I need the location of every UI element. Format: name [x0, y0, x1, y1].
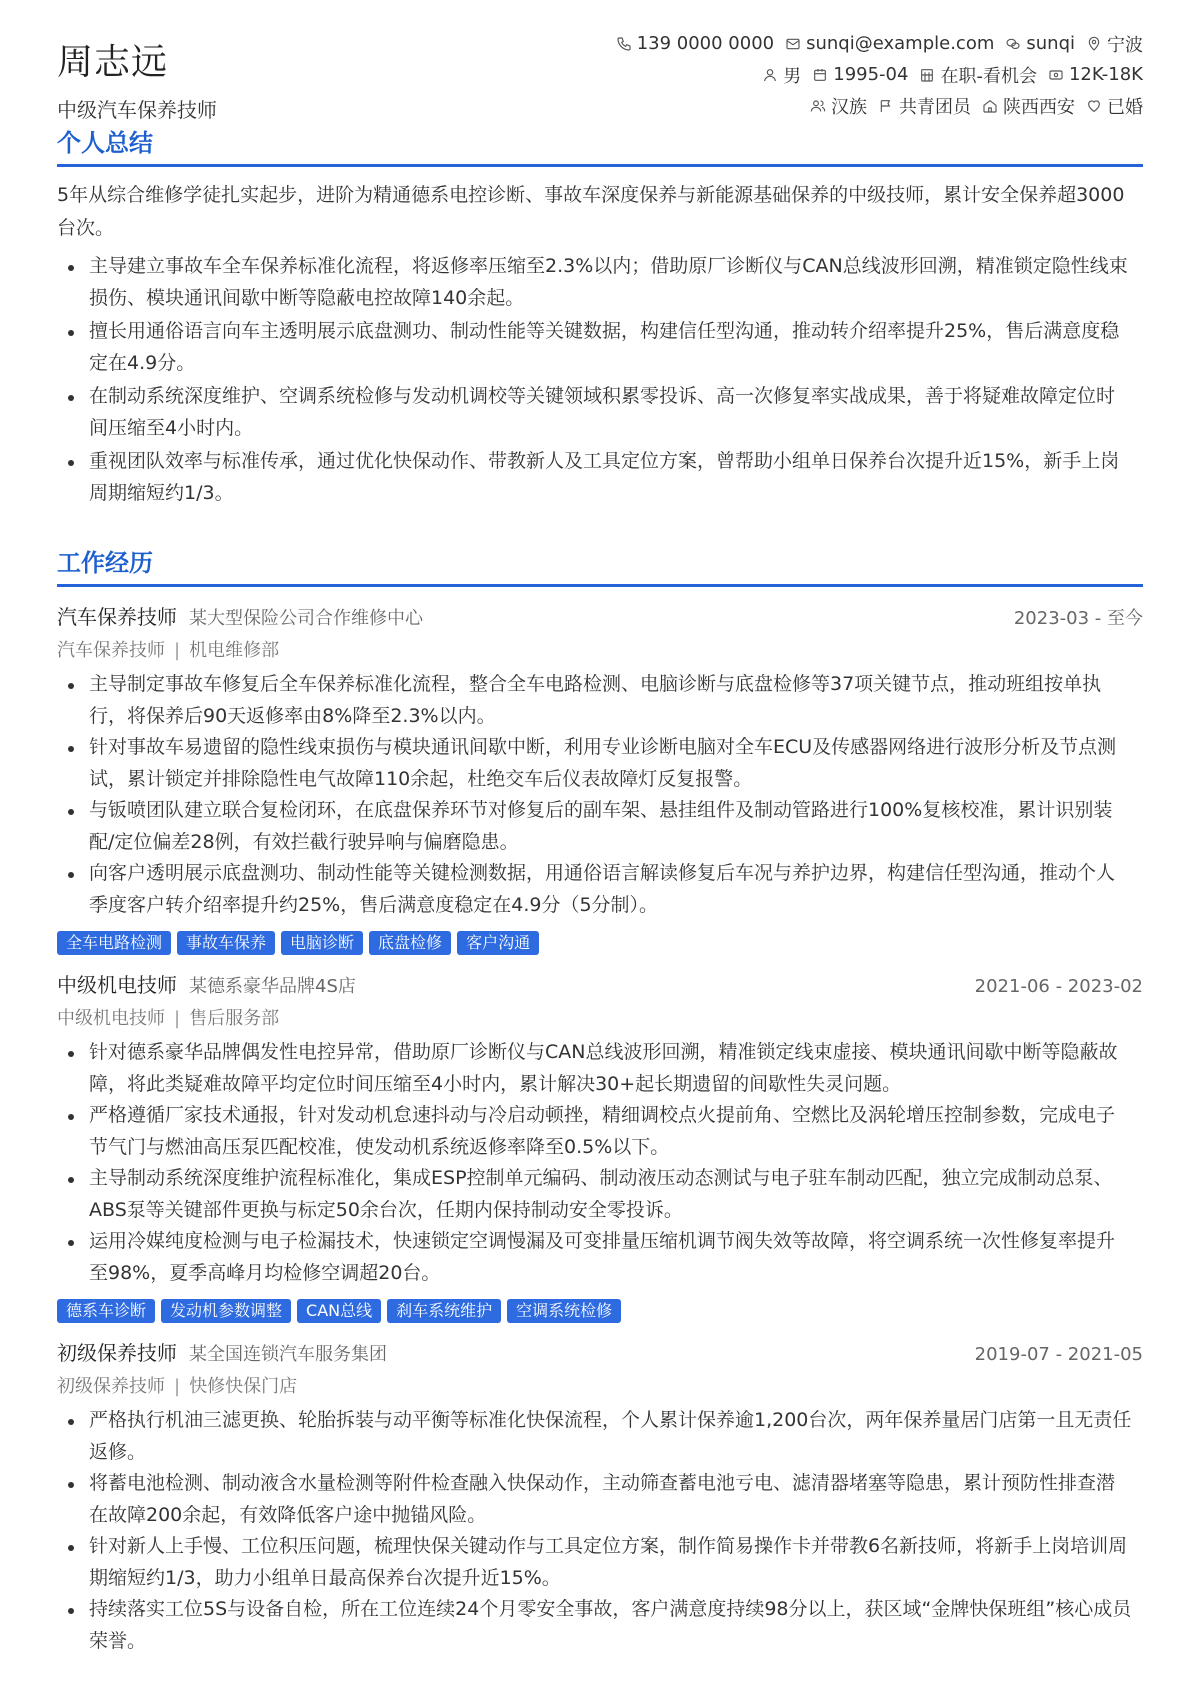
hometown-text: 陕西西安	[1003, 96, 1075, 118]
job-date: 2019-07 - 2021-05	[974, 1344, 1143, 1365]
job-subtitle	[57, 1001, 1143, 1037]
job-role: 初级保养技师	[57, 1341, 177, 1365]
job-date: 2021-06 - 2023-02	[974, 976, 1143, 997]
job-entry	[57, 601, 1143, 955]
phone-item	[616, 33, 774, 54]
wechat-item	[1005, 33, 1075, 54]
list-item: 运用冷媒纯度检测与电子检漏技术，快速锁定空调慢漏及可变排量压缩机调节阀失效等故障，将空调系统一次性修复率提升至98%，夏季高峰月均检修空调超20台。	[89, 1226, 1143, 1289]
money-icon	[1048, 67, 1064, 83]
contact-line-1	[503, 28, 1143, 59]
skill-tag: 电脑诊断	[281, 931, 363, 955]
list-item: 针对新人上手慢、工位积压问题，梳理快保关键动作与工具定位方案，制作简易操作卡并带教6名新技师，将新手上岗培训周期缩短约1/3，助力小组单日最高保养台次提升近15%。	[89, 1531, 1143, 1594]
list-item: 向客户透明展示底盘测功、制动性能等关键检测数据，用通俗语言解读修复后车况与养护边界，构建信任型沟通，推动个人季度客户转介绍率提升约25%，售后满意度稳定在4.9分（5分制）。	[89, 858, 1143, 921]
gender-item	[762, 62, 801, 88]
job-company: 某德系豪华品牌4S店	[189, 976, 356, 997]
separator: |	[174, 1008, 181, 1029]
ethnicity-text: 汉族	[831, 96, 867, 118]
summary-section	[57, 123, 1143, 509]
list-item: 针对德系豪华品牌偶发性电控异常，借助原厂诊断仪与CAN总线波形回溯，精准锁定线束虚接、模块通讯间歇中断等隐蔽故障，将此类疑难故障平均定位时间压缩至4小时内，累计解决30+起长期遗留的间歇性失灵问题。	[89, 1037, 1143, 1100]
mail-icon	[785, 36, 801, 52]
job-position: 汽车保养技师	[57, 640, 165, 661]
contact-info	[503, 28, 1143, 121]
summary-intro: 5年从综合维修学徒扎实起步，进阶为精通德系电控诊断、事故车深度保养与新能源基础保养的中级技师，累计安全保养超3000台次。	[57, 184, 1125, 239]
skill-tag: 发动机参数调整	[161, 1299, 291, 1323]
political-item	[878, 93, 971, 119]
job-subtitle	[57, 633, 1143, 669]
job-department: 售后服务部	[189, 1008, 280, 1029]
job-position: 初级保养技师	[57, 1376, 165, 1397]
summary-section-title: 个人总结	[57, 123, 1143, 167]
hometown-item	[982, 93, 1075, 119]
job-position: 中级机电技师	[57, 1008, 165, 1029]
group-icon	[810, 98, 826, 114]
salary-text: 12K-18K	[1068, 64, 1143, 85]
job-date: 2023-03 - 至今	[1013, 608, 1143, 629]
candidate-job-title: 中级汽车保养技师	[57, 98, 217, 122]
contact-line-2	[503, 59, 1143, 90]
flag-icon	[878, 98, 894, 114]
list-item: 针对事故车易遗留的隐性线束损伤与模块通讯间歇中断，利用专业诊断电脑对全车ECU及传感器网络进行波形分析及节点测试，累计锁定并排除隐性电气故障110余起，杜绝交车后仪表故障灯反复报警。	[89, 732, 1143, 795]
skill-tags	[57, 1299, 1143, 1323]
skill-tag: CAN总线	[297, 1299, 381, 1323]
birth-text: 1995-04	[833, 64, 909, 85]
phone-icon	[616, 36, 632, 52]
marital-text: 已婚	[1107, 96, 1143, 118]
list-item: 主导制动系统深度维护流程标准化，集成ESP控制单元编码、制动液压动态测试与电子驻车制动匹配，独立完成制动总泵、ABS泵等关键部件更换与标定50余台次，任期内保持制动安全零投诉。	[89, 1163, 1143, 1226]
marital-item	[1086, 93, 1143, 119]
wechat-icon	[1005, 36, 1021, 52]
list-item: 将蓄电池检测、制动液含水量检测等附件检查融入快保动作，主动筛查蓄电池亏电、滤清器堵塞等隐患，累计预防性排查潜在故障200余起，有效降低客户途中抛锚风险。	[89, 1468, 1143, 1531]
job-department: 机电维修部	[189, 640, 280, 661]
email-item	[785, 33, 994, 54]
ethnicity-item	[810, 93, 867, 119]
skill-tag: 空调系统检修	[507, 1299, 621, 1323]
job-header	[57, 969, 1143, 1001]
skill-tag: 底盘检修	[369, 931, 451, 955]
job-company: 某全国连锁汽车服务集团	[189, 1344, 387, 1365]
list-item: 严格遵循厂家技术通报，针对发动机怠速抖动与冷启动顿挫，精细调校点火提前角、空燃比及涡轮增压控制参数，完成电子节气门与燃油高压泵匹配校准，使发动机系统返修率降至0.5%以下。	[89, 1100, 1143, 1163]
job-subtitle	[57, 1369, 1143, 1405]
political-text: 共青团员	[899, 96, 971, 118]
calendar-icon	[812, 67, 828, 83]
contact-line-3	[503, 90, 1143, 121]
candidate-name: 周志远	[57, 42, 169, 83]
job-entry	[57, 1337, 1143, 1657]
job-bullets	[57, 1037, 1143, 1289]
home-icon	[982, 98, 998, 114]
skill-tag: 刹车系统维护	[387, 1299, 501, 1323]
list-item: 在制动系统深度维护、空调系统检修与发动机调校等关键领域积累零投诉、高一次修复率实战成果，善于将疑难故障定位时间压缩至4小时内。	[89, 381, 1143, 444]
city-item	[1086, 31, 1143, 57]
location-icon	[1086, 36, 1102, 52]
heart-icon	[1086, 98, 1102, 114]
work-section	[57, 543, 1143, 1657]
resume-header	[57, 28, 1143, 123]
list-item: 与钣喷团队建立联合复检闭环，在底盘保养环节对修复后的副车架、悬挂组件及制动管路进行100%复核校准，累计识别装配/定位偏差28例，有效拦截行驶异响与偏磨隐患。	[89, 795, 1143, 858]
skill-tags	[57, 931, 1143, 955]
job-bullets	[57, 669, 1143, 921]
person-icon	[762, 67, 778, 83]
skill-tag: 客户沟通	[457, 931, 539, 955]
salary-item	[1048, 64, 1143, 85]
job-entry	[57, 969, 1143, 1323]
skill-tag: 事故车保养	[177, 931, 275, 955]
separator: |	[174, 640, 181, 661]
skill-tag: 德系车诊断	[57, 1299, 155, 1323]
list-item: 擅长用通俗语言向车主透明展示底盘测功、制动性能等关键数据，构建信任型沟通，推动转介绍率提升25%，售后满意度稳定在4.9分。	[89, 316, 1143, 379]
job-role: 汽车保养技师	[57, 605, 177, 629]
email-text: sunqi@example.com	[806, 33, 995, 54]
list-item: 持续落实工位5S与设备自检，所在工位连续24个月零安全事故，客户满意度持续98分以上，获区域“金牌快保班组”核心成员荣誉。	[89, 1594, 1143, 1657]
list-item: 主导建立事故车全车保养标准化流程，将返修率压缩至2.3%以内；借助原厂诊断仪与CAN总线波形回溯，精准锁定隐性线束损伤、模块通讯间歇中断等隐蔽电控故障140余起。	[89, 251, 1143, 314]
separator: |	[174, 1376, 181, 1397]
status-text: 在职-看机会	[940, 65, 1037, 87]
job-department: 快修快保门店	[189, 1376, 298, 1397]
list-item: 主导制定事故车修复后全车保养标准化流程，整合全车电路检测、电脑诊断与底盘检修等37项关键节点，推动班组按单执行，将保养后90天返修率由8%降至2.3%以内。	[89, 669, 1143, 732]
birth-item	[812, 64, 908, 85]
gender-text: 男	[783, 65, 802, 87]
list-item: 重视团队效率与标准传承，通过优化快保动作、带教新人及工具定位方案，曾帮助小组单日保养台次提升近15%，新手上岗周期缩短约1/3。	[89, 446, 1143, 509]
status-item	[919, 62, 1037, 88]
job-header	[57, 601, 1143, 633]
list-item: 严格执行机油三滤更换、轮胎拆装与动平衡等标准化快保流程，个人累计保养逾1,200台次，两年保养量居门店第一且无责任返修。	[89, 1405, 1143, 1468]
work-section-title: 工作经历	[57, 543, 1143, 587]
job-bullets	[57, 1405, 1143, 1657]
building-icon	[919, 67, 935, 83]
phone-text: 139 0000 0000	[636, 33, 775, 54]
job-header	[57, 1337, 1143, 1369]
job-company: 某大型保险公司合作维修中心	[189, 608, 423, 629]
wechat-text: sunqi	[1026, 33, 1075, 54]
job-role: 中级机电技师	[57, 973, 177, 997]
skill-tag: 全车电路检测	[57, 931, 171, 955]
city-text: 宁波	[1107, 34, 1143, 56]
summary-bullets	[57, 251, 1143, 509]
